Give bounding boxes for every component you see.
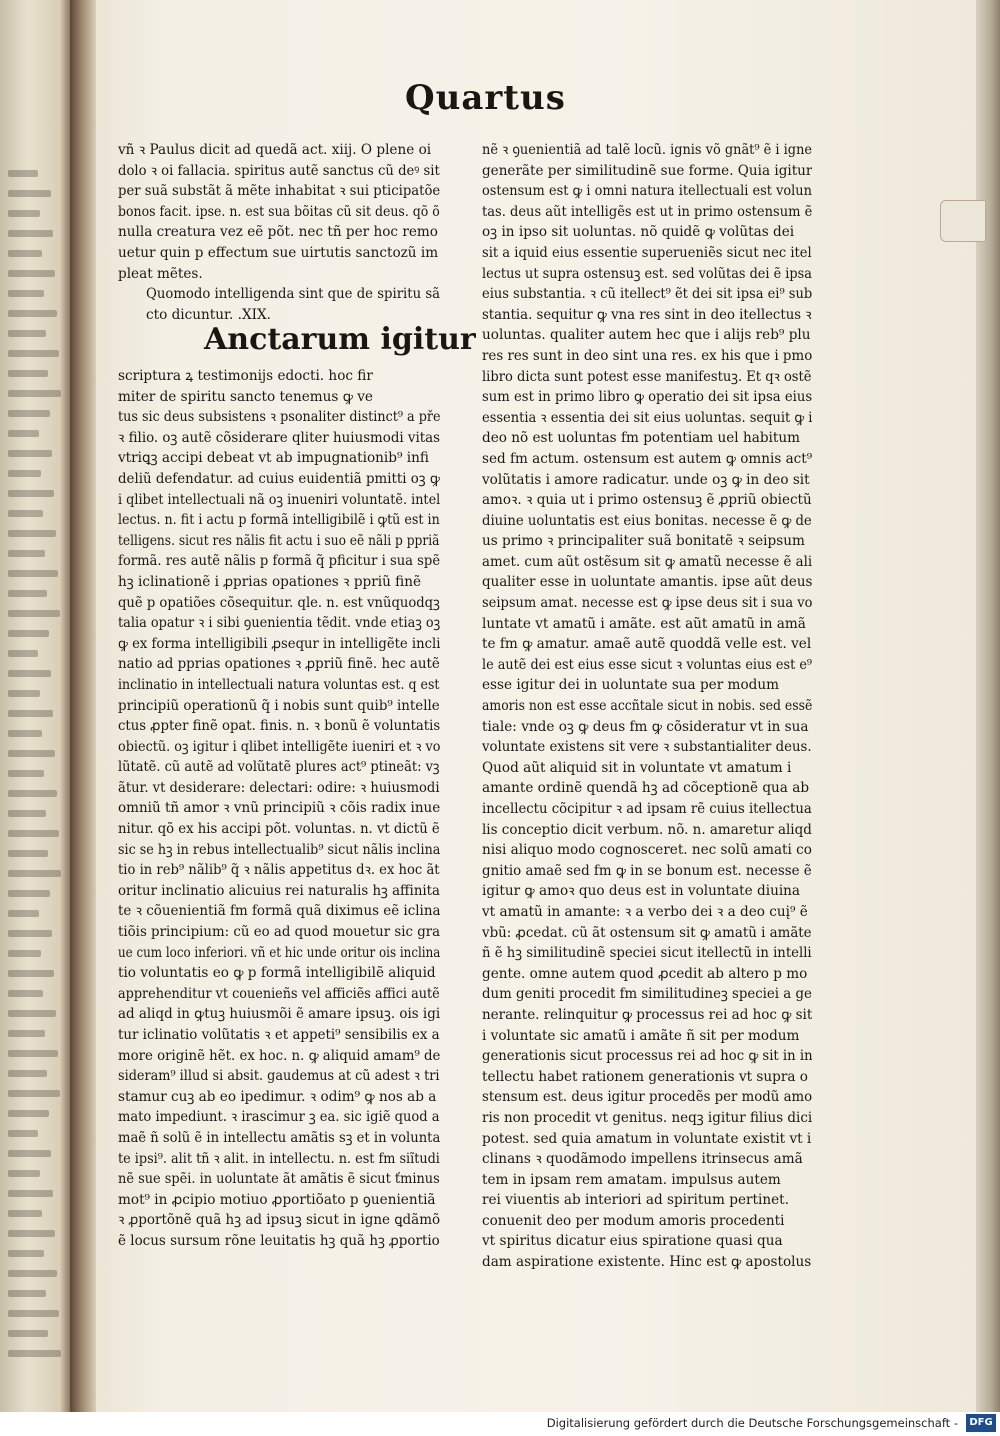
text-line: generationis sicut processus rei ad hoc ꝙ sit in in: [482, 1048, 813, 1065]
text-line: ue cum loco inferiori. vñ et hic unde oritur ois inclina: [118, 944, 441, 961]
text-line: voluntate existens sit vere ꝛ substantialiter deus.: [482, 739, 812, 756]
facing-page-text-fragment: [8, 930, 52, 937]
page-tab-marker: [940, 200, 986, 242]
text-line: inclinatio in intellectuali natura voluntas est. q est: [118, 676, 440, 693]
facing-page-text-fragment: [8, 650, 38, 657]
text-line: ñ ẽ hꝫ similitudinẽ speciei sicut itellectũ in intelli: [482, 945, 812, 962]
text-line: gente. omne autem quod ꝓcedit ab altero p mo: [482, 965, 808, 982]
text-line: generãte per similitudinẽ sue forme. Quia igitur: [482, 162, 813, 179]
text-line: apprehenditur vt couenieñs vel afficiẽs affici autẽ: [118, 985, 440, 1002]
left-top-paragraph: [118, 140, 442, 284]
left-column: [118, 140, 442, 325]
text-line: tiale: vnde oꝫ ꝙ deus fm ꝙ cõsideratur vt in sua: [482, 718, 809, 735]
text-line: eius substantia. ꝛ cũ itellect⁹ ẽt dei sit ipsa ei⁹ sub: [482, 286, 813, 303]
text-line: tem in ipsam rem amatam. impulsus autem: [482, 1171, 781, 1188]
text-line: lis conceptio dicit verbum. nõ. n. amaretur aliqd: [482, 821, 812, 838]
facing-page-text-fragment: [8, 250, 42, 257]
facing-page-text-fragment: [8, 370, 48, 377]
text-line: clinans ꝛ quodãmodo impellens itrinsecus amã: [482, 1151, 803, 1168]
right-column: [482, 140, 812, 1273]
facing-page-text-fragment: [8, 470, 41, 477]
text-line: natio ad pprias opationes ꝛ ꝓpriũ finẽ. hec autẽ: [118, 656, 440, 673]
text-line: deo nõ est uoluntas fm potentiam uel habitum: [482, 430, 800, 447]
facing-page-text-fragment: [8, 690, 40, 697]
facing-page-text-fragment: [8, 790, 57, 797]
text-line: stensum est. deus igitur procedẽs per modũ amo: [482, 1089, 813, 1106]
facing-page-text-fragment: [8, 610, 60, 617]
text-line: potest. sed quia amatum in voluntate existit vt i: [482, 1130, 812, 1147]
text-line: esse igitur dei in uoluntate sua per modum: [482, 677, 779, 694]
text-line: nẽ ꝛ ꝯuenientiã ad talẽ locũ. ignis võ gnãt⁹ ẽ i igne: [482, 142, 813, 158]
book-binding: [70, 0, 96, 1412]
text-line: te ꝛ cõuenientiã fm formã quã diximus eẽ iclina: [118, 903, 441, 920]
text-line: diuine uoluntatis est eius bonitas. necesse ẽ ꝙ de: [482, 512, 812, 529]
text-line: nulla creatura vez eẽ põt. nec tñ per hoc remo: [118, 224, 438, 241]
text-line: more originẽ hẽt. ex hoc. n. ꝙ aliquid amam⁹ de: [118, 1047, 441, 1064]
facing-page-text-fragment: [8, 670, 51, 677]
text-line: maẽ ñ solũ ẽ in intellectu amãtis sꝫ et in volunta: [118, 1129, 441, 1146]
text-line: principiũ operationũ q̃ i nobis sunt quib⁹ intelle: [118, 697, 440, 714]
text-line: formã. res autẽ nãlis p formã q̃ pficitur i sua spẽ: [118, 553, 441, 570]
text-line: tas. deus aũt intelligẽs est ut in primo ostensum ẽ: [482, 203, 813, 220]
text-line: lũtatẽ. cũ autẽ ad volũtatẽ plures act⁹ ptineãt: vꝫ: [118, 759, 440, 776]
text-line: luntate vt amatũ i amãte. est aũt amatũ in amã: [482, 615, 806, 632]
text-line: bonos facit. ipse. n. est sua bõitas cũ sit deus. qõ õ: [118, 203, 440, 220]
text-line: tio voluntatis eo ꝙ p formã intelligibilẽ aliquid: [118, 965, 436, 982]
text-line: mato impediunt. ꝛ irascimur ꝫ ea. sic igiẽ quod a: [118, 1109, 440, 1126]
facing-page-text-fragment: [8, 990, 43, 997]
facing-page-text-fragment: [8, 1310, 59, 1317]
facing-page-text-fragment: [8, 390, 61, 397]
text-line: lectus. n. fit i actu p formã intelligibilẽ i ꝙtũ est in: [118, 512, 440, 529]
text-line: stamur cuꝫ ab eo ipedimur. ꝛ odim⁹ ꝙ nos ab a: [118, 1088, 437, 1105]
text-line: tus sic deus subsistens ꝛ psonaliter distinct⁹ a pře: [118, 409, 441, 426]
text-line: essentia ꝛ essentia dei sit eius uoluntas. sequit ꝙ i: [482, 409, 813, 426]
text-line: amet. cum aũt ostẽsum sit ꝙ amatũ necesse ẽ ali: [482, 553, 813, 570]
left-column-body: [118, 366, 486, 1252]
facing-page-text-fragment: [8, 770, 44, 777]
facing-page-text-fragment: [8, 230, 53, 237]
text-line: ad aliqd in ꝙtuꝫ huiusmõi ẽ amare ipsuꝫ. ois igi: [118, 1006, 441, 1023]
facing-page-text-fragment: [8, 970, 54, 977]
facing-page-text-fragment: [8, 1290, 46, 1297]
facing-page-text-fragment: [8, 910, 39, 917]
text-line: pleat mẽtes.: [118, 265, 203, 282]
facing-page-text-fragment: [8, 490, 54, 497]
facing-page-text-fragment: [8, 950, 41, 957]
text-line: mot⁹ in ꝓcipio motiuo ꝓportiõato p ꝯuenientiã: [118, 1191, 436, 1208]
text-line: dum geniti procedit fm similitudineꝫ speciei a ge: [482, 986, 812, 1003]
facing-page-text-fragment: [8, 210, 40, 217]
text-line: i qlibet intellectuali nã oꝫ inueniri voluntatẽ. intel: [118, 491, 441, 508]
facing-page-text-fragment: [8, 1330, 48, 1337]
dfg-logo: DFG: [966, 1414, 996, 1432]
facing-page-text-fragment: [8, 630, 49, 637]
facing-page-text-fragment: [8, 1210, 42, 1217]
text-line: amante ordinẽ quendã hꝫ ad cõceptionẽ qua ab: [482, 780, 810, 797]
text-line: libro dicta sunt potest esse manifestuꝫ. Et qꝛ ostẽ: [482, 368, 812, 385]
facing-page-text-fragment: [8, 1050, 58, 1057]
text-line: ostensum est ꝙ i omni natura itellectuali est volun: [482, 183, 812, 200]
text-line: i voluntate sic amatũ i amãte ñ sit per modum: [482, 1027, 800, 1044]
text-line: sed fm actum. ostensum est autem ꝙ omnis act⁹: [482, 450, 813, 467]
text-line: telligens. sicut res nãlis fit actu i suo eẽ nãli p ppriã: [118, 532, 440, 549]
text-line: amoꝛ. ꝛ quia ut i primo ostensuꝫ ẽ ꝓpriũ obiectũ: [482, 492, 812, 509]
facing-page-text-fragment: [8, 710, 53, 717]
text-line: le autẽ dei est eius esse sicut ꝛ voluntas eius est e⁹: [482, 656, 813, 673]
text-line: uetur quin p effectum sue uirtutis sanctozũ im: [118, 244, 439, 261]
facing-page-text-fragment: [8, 890, 50, 897]
facing-page-text-fragment: [8, 1130, 38, 1137]
text-line: uoluntas. qualiter autem hec que i alijs reb⁹ plu: [482, 327, 811, 344]
text-line: lectus ut supra ostensuꝫ est. sed volũtas dei ẽ ipsa: [482, 265, 812, 282]
text-line: ẽ locus sursum rõne leuitatis hꝫ quã hꝫ ꝓportio: [118, 1232, 440, 1249]
text-line: ãtur. vt desiderare: delectari: odire: ꝛ huiusmodi: [118, 779, 440, 796]
text-line: ctus ꝓpter finẽ opat. finis. n. ꝛ bonũ ẽ voluntatis: [118, 718, 441, 735]
facing-page-text-fragment: [8, 1150, 51, 1157]
text-line: nisi aliquo modo cognosceret. nec solũ amati co: [482, 842, 812, 859]
text-line: omniũ tñ amor ꝛ vnũ principiũ ꝛ cõis radix inue: [118, 800, 441, 817]
text-line: oritur inclinatio alicuius rei naturalis hꝫ affinita: [118, 882, 441, 899]
facing-page-text-fragment: [8, 290, 44, 297]
text-line: tio in reb⁹ nãlib⁹ q̃ ꝛ nãlis appetitus dꝛ. ex hoc ãt: [118, 862, 440, 879]
text-line: Quod aũt aliquid sit in voluntate vt amatum i: [482, 759, 792, 776]
text-line: dam aspiratione existente. Hinc est ꝙ apostolus: [482, 1254, 812, 1271]
text-line: stantia. sequitur ꝙ vna res sint in deo itellectus ꝛ: [482, 306, 812, 323]
text-line: quẽ p opatiões cõsequitur. qle. n. est vnũquodqꝫ: [118, 594, 440, 611]
facing-page-text-fragment: [8, 850, 48, 857]
text-line: scriptura ꝝ testimonijs edocti. hoc fir: [118, 368, 373, 384]
dfg-credit: Digitalisierung gefördert durch die Deutsche Forschungsgemeinschaft -: [546, 1416, 958, 1430]
text-line: talia opatur ꝛ i sibi ꝯuenientia tẽdit. vnde etiaꝫ oꝫ: [118, 615, 441, 632]
chapter-title: [118, 284, 442, 325]
text-line: gnitio amaẽ sed fm ꝙ in se bonum est. necesse ẽ: [482, 862, 812, 879]
facing-page-text-fragment: [8, 590, 47, 597]
facing-page-text-fragment: [8, 1010, 56, 1017]
facing-page-text-fragment: [8, 1090, 60, 1097]
text-line: te ipsi⁹. alit tñ ꝛ alit. in intellectu. n. est fm siĩtudi: [118, 1150, 440, 1167]
text-line: seipsum amat. necesse est ꝙ ipse deus sit i sua vo: [482, 595, 813, 612]
text-line: vt spiritus dicatur eius spiratione quasi qua: [482, 1233, 783, 1250]
text-line: miter de spiritu sancto tenemus ꝙ ve: [118, 388, 373, 405]
facing-page-edge: [0, 0, 70, 1412]
initial-heading: Anctarum igitur: [204, 322, 476, 357]
text-line: conuenit deo per modum amoris procedenti: [482, 1212, 785, 1229]
facing-page-text-fragment: [8, 1350, 61, 1357]
facing-page-text-fragment: [8, 1190, 53, 1197]
text-line: hꝫ iclinationẽ i ꝓprias opationes ꝛ ppriũ finẽ: [118, 573, 422, 590]
running-head: Quartus: [405, 78, 566, 118]
text-line: us primo ꝛ principaliter suã bonitatẽ ꝛ seipsum: [482, 533, 805, 550]
facing-page-text-fragment: [8, 330, 46, 337]
facing-page-text-fragment: [8, 830, 59, 837]
text-line: igitur ꝙ amoꝛ quo deus est in voluntate diuina: [482, 883, 801, 900]
facing-page-text-fragment: [8, 570, 58, 577]
text-line: ꝛ ꝓportõnẽ quã hꝫ ad ipsuꝫ sicut in igne ꝗdãmõ: [118, 1212, 441, 1229]
text-line: vbũ: ꝓcedat. cũ ãt ostensum sit ꝙ amatũ i amãte: [482, 924, 812, 941]
text-line: ꝛ filio. oꝫ autẽ cõsiderare qliter huiusmodi vitas: [118, 429, 441, 446]
facing-page-text-fragment: [8, 430, 39, 437]
facing-page-text-fragment: [8, 550, 45, 557]
text-line: vñ ꝛ Paulus dicit ad quedã act. xiij. O plene oi: [118, 142, 432, 158]
facing-page-text-fragment: [8, 310, 57, 317]
facing-page-text-fragment: [8, 270, 55, 277]
facing-page-text-fragment: [8, 170, 38, 177]
facing-page-text-fragment: [8, 1030, 45, 1037]
facing-page-text-fragment: [8, 450, 52, 457]
text-line: sic se hꝫ in rebus intellectualib⁹ sicut nãlis inclina: [118, 841, 441, 858]
text-line: te fm ꝙ amatur. amaẽ autẽ quoddã velle est. vel: [482, 636, 812, 653]
text-line: amoris non est esse accñtale sicut in nobis. sed essẽ: [482, 698, 813, 715]
facing-page-text-fragment: [8, 410, 50, 417]
facing-page-text-fragment: [8, 350, 59, 357]
text-line: tur iclinatio volũtatis ꝛ et appeti⁹ sensibilis ex a: [118, 1027, 440, 1043]
facing-page-text-fragment: [8, 870, 61, 877]
facing-page-text-fragment: [8, 730, 42, 737]
text-line: nitur. qõ ex his accipi põt. voluntas. n. vt dictũ ẽ: [118, 821, 440, 838]
facing-page-text-fragment: [8, 1230, 55, 1237]
text-line: sideram⁹ illud si absit. gaudemus at cũ adest ꝛ tri: [118, 1068, 440, 1085]
text-line: vtriꝗꝫ accipi debeat vt ab impugnationib⁹ infi: [118, 450, 429, 467]
facing-page-text-fragment: [8, 1070, 47, 1077]
text-line: sit a iquid eius essentie superueniẽs sicut nec itel: [482, 244, 812, 261]
facing-page-text-fragment: [8, 190, 51, 197]
facing-page-text-fragment: [8, 1110, 49, 1117]
text-line: Quomodo intelligenda sint que de spiritu sã: [146, 286, 441, 303]
facing-page-text-fragment: [8, 1270, 57, 1277]
facing-page-text-fragment: [8, 1170, 40, 1177]
text-line: vt amatũ in amante: ꝛ a verbo dei ꝛ a deo cuį⁹ ẽ: [482, 903, 808, 920]
text-line: ꝙ ex forma intelligibili ꝓsequr in intelligẽte incli: [118, 635, 441, 652]
facing-page-text-fragment: [8, 530, 56, 537]
facing-page-text-fragment: [8, 810, 46, 817]
text-line: per suã substãt ã mẽte inhabitat ꝛ sui pticipatõe: [118, 183, 441, 200]
text-line: obiectũ. oꝫ igitur i qlibet intelligẽte iueniri et ꝛ vo: [118, 738, 441, 755]
text-line: nerante. relinquitur ꝙ processus rei ad hoc ꝙ sit: [482, 1006, 813, 1023]
text-line: rei viuentis ab interiori ad spiritum pertinet.: [482, 1192, 789, 1209]
facing-page-text-fragment: [8, 1250, 44, 1257]
text-line: tiõis principium: cũ eo ad quod mouetur sic gra: [118, 924, 441, 941]
text-line: cto dicuntur. .XIX.: [146, 306, 271, 323]
facing-page-text-fragment: [8, 510, 43, 517]
text-line: nẽ sue spẽi. in uoluntate ãt amãtis ẽ sicut ťminus: [118, 1171, 440, 1188]
text-line: oꝫ in ipso sit uoluntas. nõ quidẽ ꝙ volũtas dei: [482, 224, 795, 241]
text-line: sum est in primo libro ꝙ operatio dei sit ipsa eius: [482, 389, 813, 406]
text-line: qualiter esse in uoluntate amantis. ipse aũt deus: [482, 574, 813, 591]
text-line: tellectu habet rationem generationis vt supra o: [482, 1068, 808, 1085]
text-line: ris non procedit vt genitus. neqꝫ igitur filius dici: [482, 1109, 813, 1126]
text-line: res res sunt in deo sint una res. ex his que i pmo: [482, 347, 813, 364]
text-line: dolo ꝛ oi fallacia. spiritus autẽ sanctus cũ deꝰ sit: [118, 162, 440, 179]
text-line: incellectu cõcipitur ꝛ ad ipsam rẽ cuius itellectua: [482, 801, 812, 817]
facing-page-text-fragment: [8, 750, 55, 757]
text-line: deliũ defendatur. ad cuius euidentiã pmitti oꝫ ꝙ: [118, 470, 440, 487]
text-line: volũtatis i amore radicatur. unde oꝫ ꝙ in deo sit: [482, 471, 810, 488]
